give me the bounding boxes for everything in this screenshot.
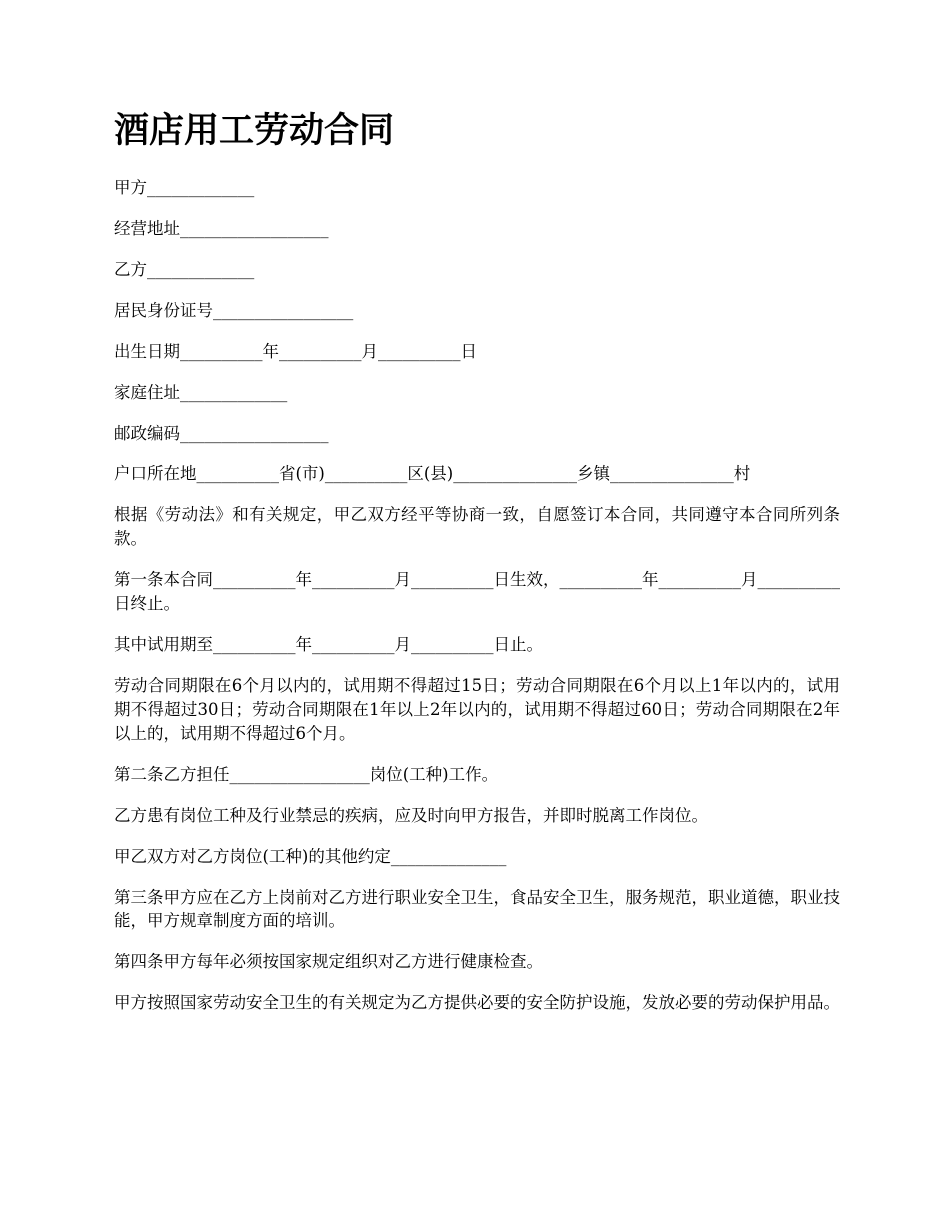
article-4-paragraph: 第四条甲方每年必须按国家规定组织对乙方进行健康检查。 xyxy=(114,952,543,972)
probation-rules-paragraph: 劳动合同期限在6个月以内的，试用期不得超过15日；劳动合同期限在6个月以上1年以内的，试用期不得超过30日；劳动合同期限在1年以上2年以内的，试用期不得超过60日；劳动合同期限在2年以上的，试用期不得超过6个月。 xyxy=(114,675,840,743)
article-2-paragraph: 第二条乙方担任_________________岗位(工种)工作。 xyxy=(114,764,499,784)
business-address-field: 经营地址__________________ xyxy=(114,218,329,238)
document-title: 酒店用工劳动合同 xyxy=(114,110,395,151)
document-page xyxy=(114,110,840,1032)
article-3-paragraph: 第三条甲方应在乙方上岗前对乙方进行职业安全卫生，食品安全卫生，服务规范，职业道德，职业技能，甲方规章制度方面的培训。 xyxy=(114,887,840,931)
probation-period-paragraph: 其中试用期至__________年__________月__________日止。 xyxy=(114,635,543,655)
other-agreement-paragraph: 甲乙双方对乙方岗位(工种)的其他约定______________ xyxy=(114,846,507,866)
safety-equipment-paragraph: 甲方按照国家劳动安全卫生的有关规定为乙方提供必要的安全防护设施，发放必要的劳动保护用品。 xyxy=(114,993,840,1013)
home-address-field: 家庭住址_____________ xyxy=(114,382,288,402)
preamble-paragraph: 根据《劳动法》和有关规定，甲乙双方经平等协商一致，自愿签订本合同，共同遵守本合同所列条款。 xyxy=(114,505,840,549)
postal-code-field: 邮政编码__________________ xyxy=(114,423,329,443)
disease-report-paragraph: 乙方患有岗位工种及行业禁忌的疾病，应及时向甲方报告，并即时脱离工作岗位。 xyxy=(114,805,708,825)
household-registration-field: 户口所在地__________省(市)__________区(县)_______________乡镇_______________村 xyxy=(114,464,751,484)
birth-date-field: 出生日期__________年__________月__________日 xyxy=(114,341,477,361)
party-b-field: 乙方_____________ xyxy=(114,259,255,279)
article-1-paragraph: 第一条本合同__________年__________月__________日生效，__________年__________月__________日终止。 xyxy=(114,570,840,614)
id-number-field: 居民身份证号_________________ xyxy=(114,300,354,320)
party-a-field: 甲方_____________ xyxy=(114,178,255,197)
